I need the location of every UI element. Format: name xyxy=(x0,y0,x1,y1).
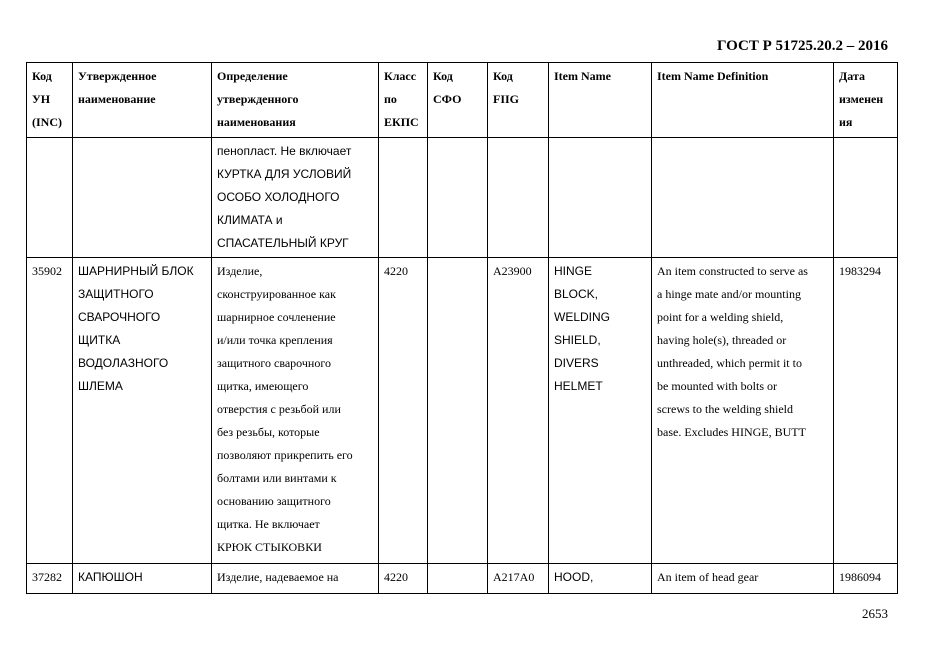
col-header-date: Дата изменен ия xyxy=(834,63,898,138)
cell-date xyxy=(834,138,898,258)
cell-item-definition xyxy=(652,138,834,258)
col-header-approved-name: Утвержденное наименование xyxy=(73,63,212,138)
cell-class xyxy=(379,138,428,258)
cell-fiig: A23900 xyxy=(488,258,549,564)
table-row xyxy=(27,258,898,564)
cell-inc: 37282 xyxy=(27,564,73,594)
table-header-row xyxy=(27,63,898,138)
cell-definition: пенопласт. Не включает КУРТКА ДЛЯ УСЛОВИЙ ОСОБО ХОЛОДНОГО КЛИМАТА и СПАСАТЕЛЬНЫЙ КРУГ xyxy=(212,138,379,258)
cell-inc xyxy=(27,138,73,258)
col-header-definition: Определение утвержденного наименования xyxy=(212,63,379,138)
cell-definition: Изделие, сконструированное как шарнирное сочленение и/или точка крепления защитного сварочного щитка, имеющего отверстия с резьбой или без резьбы, которые позволяют прикрепить его болтами или винтами к основанию защитного щитка. Не включает КРЮК СТЫКОВКИ xyxy=(212,258,379,564)
page-number: 2653 xyxy=(862,606,888,621)
cell-item-definition: An item of head gear xyxy=(652,564,834,594)
col-header-sfo: Код СФО xyxy=(428,63,488,138)
cell-class: 4220 xyxy=(379,564,428,594)
cell-name xyxy=(73,138,212,258)
cell-item-name: HINGE BLOCK, WELDING SHIELD, DIVERS HELMET xyxy=(549,258,652,564)
nomenclature-table xyxy=(26,62,898,594)
cell-item-name xyxy=(549,138,652,258)
cell-definition: Изделие, надеваемое на xyxy=(212,564,379,594)
cell-class: 4220 xyxy=(379,258,428,564)
cell-fiig xyxy=(488,138,549,258)
col-header-item-name-definition: Item Name Definition xyxy=(652,63,834,138)
table-row xyxy=(27,138,898,258)
cell-inc: 35902 xyxy=(27,258,73,564)
document-header: ГОСТ Р 51725.20.2 – 2016 xyxy=(716,38,888,54)
col-header-item-name: Item Name xyxy=(549,63,652,138)
cell-name: ШАРНИРНЫЙ БЛОК ЗАЩИТНОГО СВАРОЧНОГО ЩИТКА ВОДОЛАЗНОГО ШЛЕМА xyxy=(73,258,212,564)
cell-fiig: A217A0 xyxy=(488,564,549,594)
table-row xyxy=(27,564,898,594)
cell-name: КАПЮШОН xyxy=(73,564,212,594)
cell-sfo xyxy=(428,258,488,564)
cell-date: 1986094 xyxy=(834,564,898,594)
col-header-fiig: Код FIIG xyxy=(488,63,549,138)
col-header-inc: Код УН (INC) xyxy=(27,63,73,138)
cell-sfo xyxy=(428,564,488,594)
cell-date: 1983294 xyxy=(834,258,898,564)
col-header-class: Класс по ЕКПС xyxy=(379,63,428,138)
cell-sfo xyxy=(428,138,488,258)
cell-item-name: HOOD, xyxy=(549,564,652,594)
cell-item-definition: An item constructed to serve as a hinge mate and/or mounting point for a welding shield, having hole(s), threaded or unthreaded, which permit it to be mounted with bolts or screws to the welding shield base. Excludes HINGE, BUTT xyxy=(652,258,834,564)
